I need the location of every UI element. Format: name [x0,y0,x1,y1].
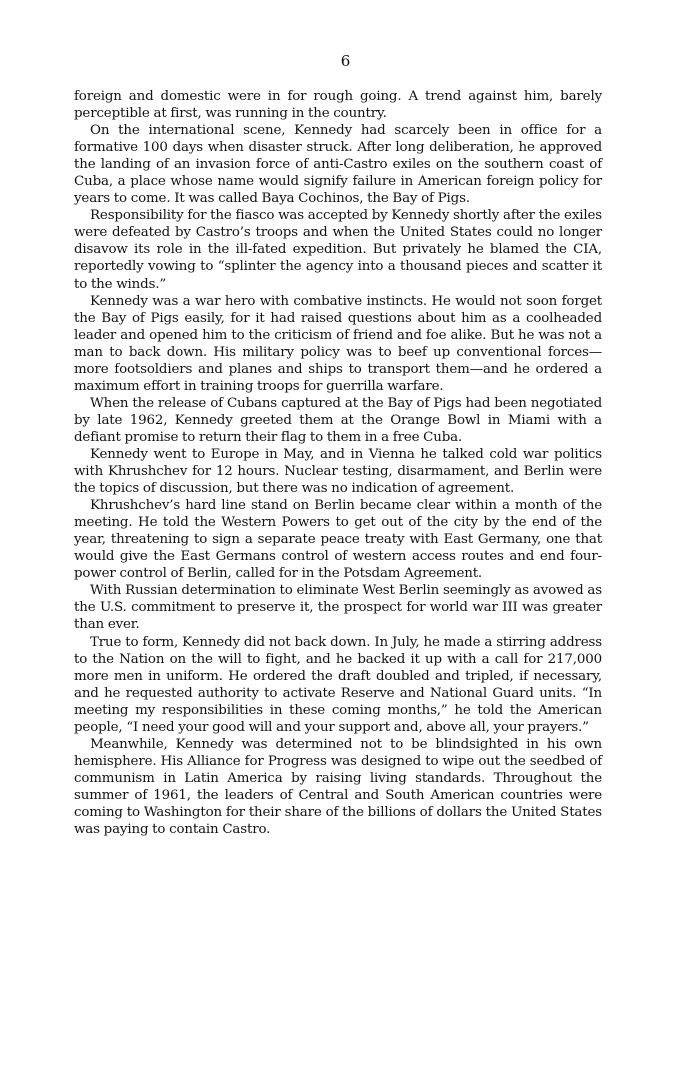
paragraph-russian-determination: With Russian determination to eliminate West Berlin seemingly as avowed as the U.S. commitment to preserve it, the prospect for world war III was greater than ever. [74,583,602,633]
paragraph-release-of-cubans: When the release of Cubans captured at the Bay of Pigs had been negotiated by late 1962, Kennedy greeted them at the Orange Bowl in Miami with a defiant promise to return their flag to them in a free Cuba. [74,395,602,445]
paragraph-war-hero: Kennedy was a war hero with combative instincts. He would not soon forget the Bay of Pigs easily, for it had raised questions about him as a coolheaded leader and opened him to the criticism of friend and foe alike. But he was not a man to back down. His military policy was to beef up conventional forces—more footsoldiers and planes and ships to transport them—and he ordered a maximum effort in training troops for guerrilla warfare. [74,293,602,394]
paragraph-vienna: Kennedy went to Europe in May, and in Vienna he talked cold war politics with Khrushchev for 12 hours. Nuclear testing, disarmament, and Berlin were the topics of discussion, but there was no indication of agreement. [74,446,602,497]
paragraph-responsibility: Responsibility for the fiasco was accepted by Kennedy shortly after the exiles were defeated by Castro’s troops and when the United States could no longer disavow its role in the ill-fated expedition. But privately he blamed the CIA, reportedly vowing to “splinter the agency into a thousand pieces and scatter it to the winds.” [74,208,602,292]
paragraph-khrushchev-berlin: Khrushchev’s hard line stand on Berlin became clear within a month of the meeting. He told the Western Powers to get out of the city by the end of the year, threatening to sign a separate peace treaty with East Germany, one that would give the East Germans control of western access routes and end four-power control of Berlin, called for in the Potsdam Agreement. [74,498,602,582]
paragraph-alliance-for-progress: Meanwhile, Kennedy was determined not to be blindsighted in his own hemisphere. His Alliance for Progress was designed to wipe out the seedbed of communism in Latin America by raising living standards. Throughout the summer of 1961, the leaders of Central and South American countries were coming to Washington for their share of the billions of dollars the United States was paying to contain Castro. [74,736,602,838]
page-number: 6 [340,52,351,70]
paragraph-true-to-form: True to form, Kennedy did not back down. In July, he made a stirring address to the Nation on the will to fight, and he backed it up with a call for 217,000 more men in uniform. He ordered the draft doubled and tripled, if necessary, and he requested authority to activate Reserve and National Guard units. “In meeting my responsibilities in these coming months,” he told the American people, “I need your good will and your support and, above all, your prayers.” [74,634,602,735]
paragraph-bay-of-pigs: On the international scene, Kennedy had scarcely been in office for a formative 100 days when disaster struck. After long deliberation, he approved the landing of an invasion force of anti-Castro exiles on the southern coast of Cuba, a place whose name would signify failure in American foreign policy for years to come. It was called Baya Cochinos, the Bay of Pigs. [74,123,602,207]
body-text [74,88,602,838]
paragraph-continuation: foreign and domestic were in for rough going. A trend against him, barely perceptible at first, was running in the country. [74,89,602,122]
